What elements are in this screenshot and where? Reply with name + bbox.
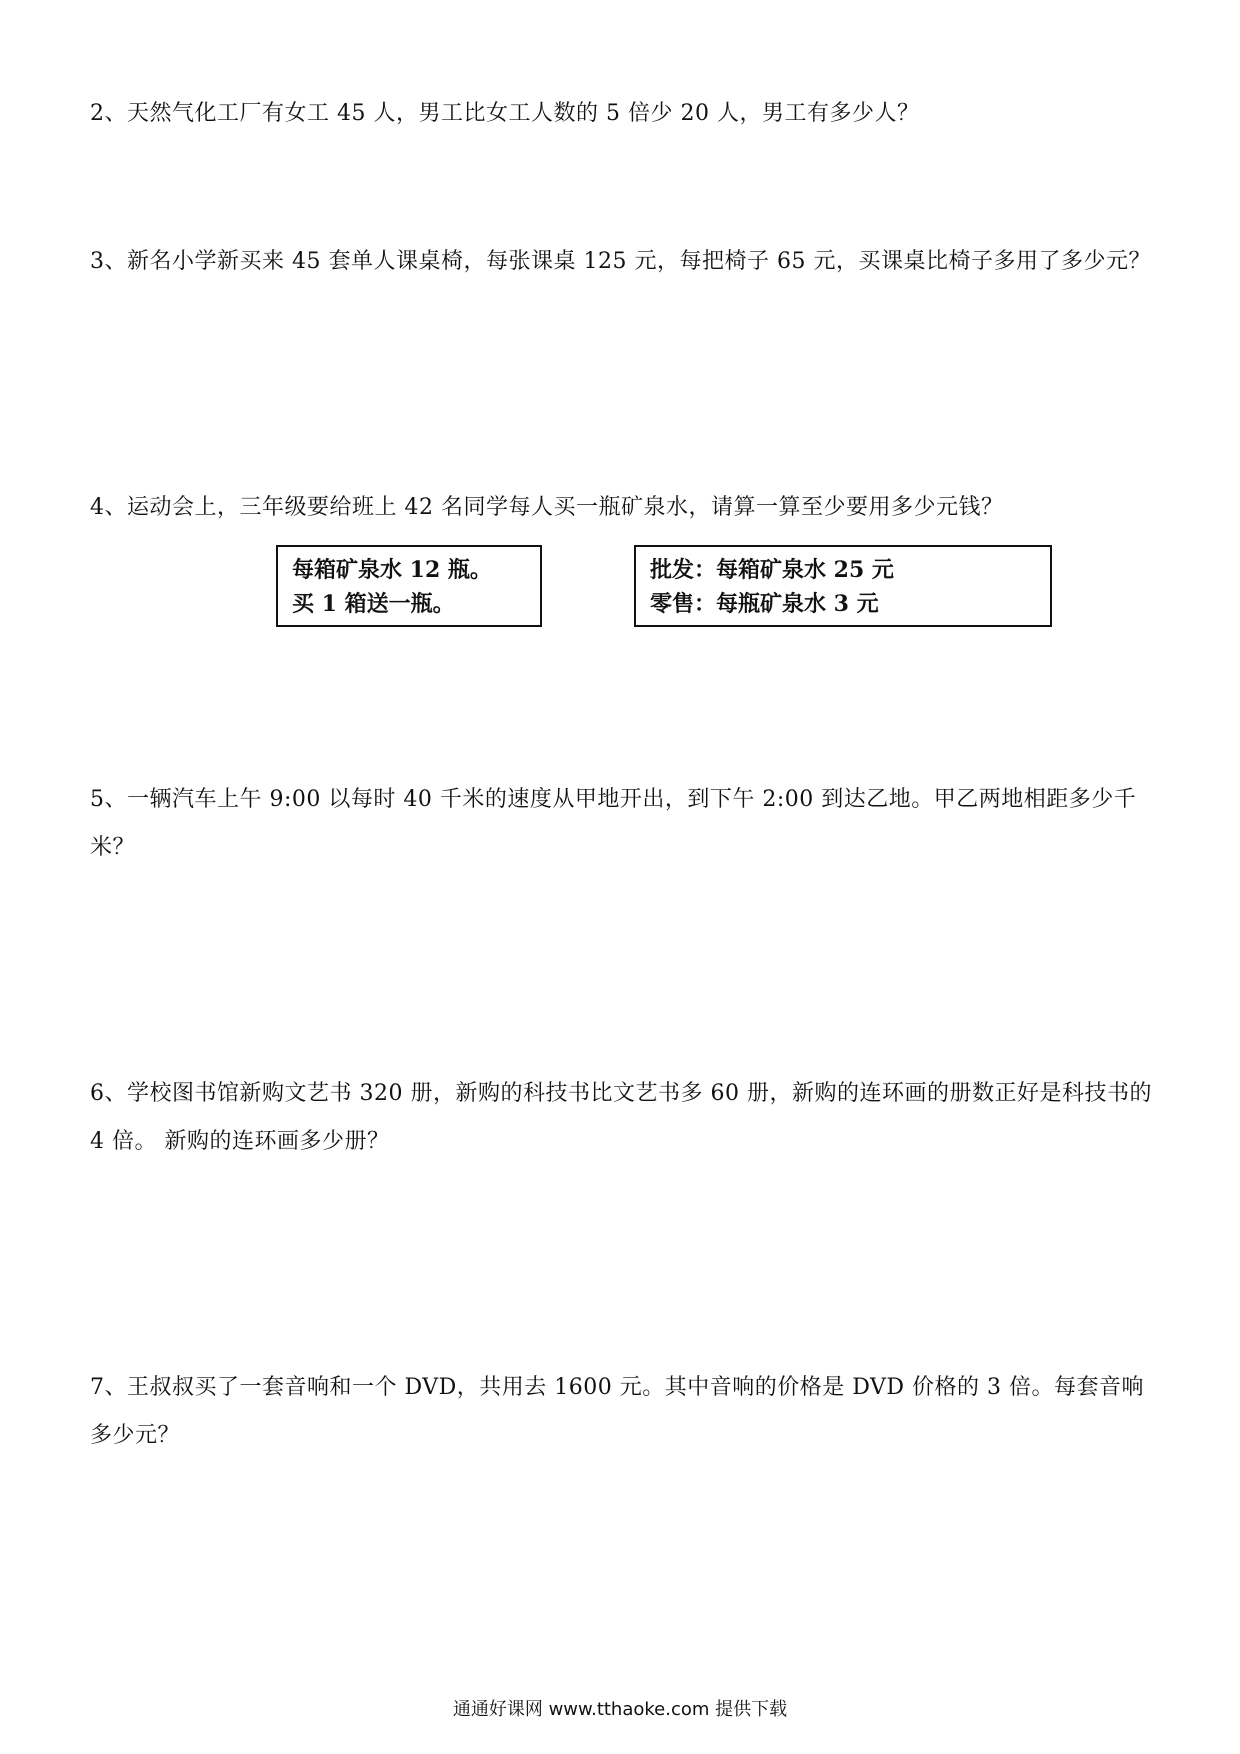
promo-line-2: 买 1 箱送一瓶。 <box>292 591 455 617</box>
price-line-retail: 零售：每瓶矿泉水 3 元 <box>650 591 879 617</box>
question-4: 4、运动会上，三年级要给班上 42 名同学每人买一瓶矿泉水，请算一算至少要用多少元钱？ <box>90 495 1004 520</box>
price-line-wholesale: 批发：每箱矿泉水 25 元 <box>650 557 894 583</box>
footer-credit: 通通好课网 www.tthaoke.com 提供下载 <box>452 1699 788 1720</box>
question-6: 6、学校图书馆新购文艺书 320 册，新购的科技书比文艺书多 60 册，新购的连环画的册数正好是科技书的 4 倍。 新购的连环画多少册？ <box>90 1081 1152 1154</box>
question-7: 7、王叔叔买了一套音响和一个 DVD，共用去 1600 元。其中音响的价格是 DVD 价格的 3 倍。每套音响多少元？ <box>90 1375 1144 1448</box>
question-5: 5、一辆汽车上午 9:00 以每时 40 千米的速度从甲地开出，到下午 2:00 到达乙地。甲乙两地相距多少千米？ <box>90 787 1137 860</box>
question-3: 3、新名小学新买来 45 套单人课桌椅，每张课桌 125 元，每把椅子 65 元，买课桌比椅子多用了多少元？ <box>90 249 1151 274</box>
promo-line-1: 每箱矿泉水 12 瓶。 <box>292 557 492 583</box>
price-info-box <box>634 545 1052 627</box>
question-2: 2、天然气化工厂有女工 45 人，男工比女工人数的 5 倍少 20 人，男工有多少人？ <box>90 101 920 126</box>
promo-info-box <box>276 545 542 627</box>
